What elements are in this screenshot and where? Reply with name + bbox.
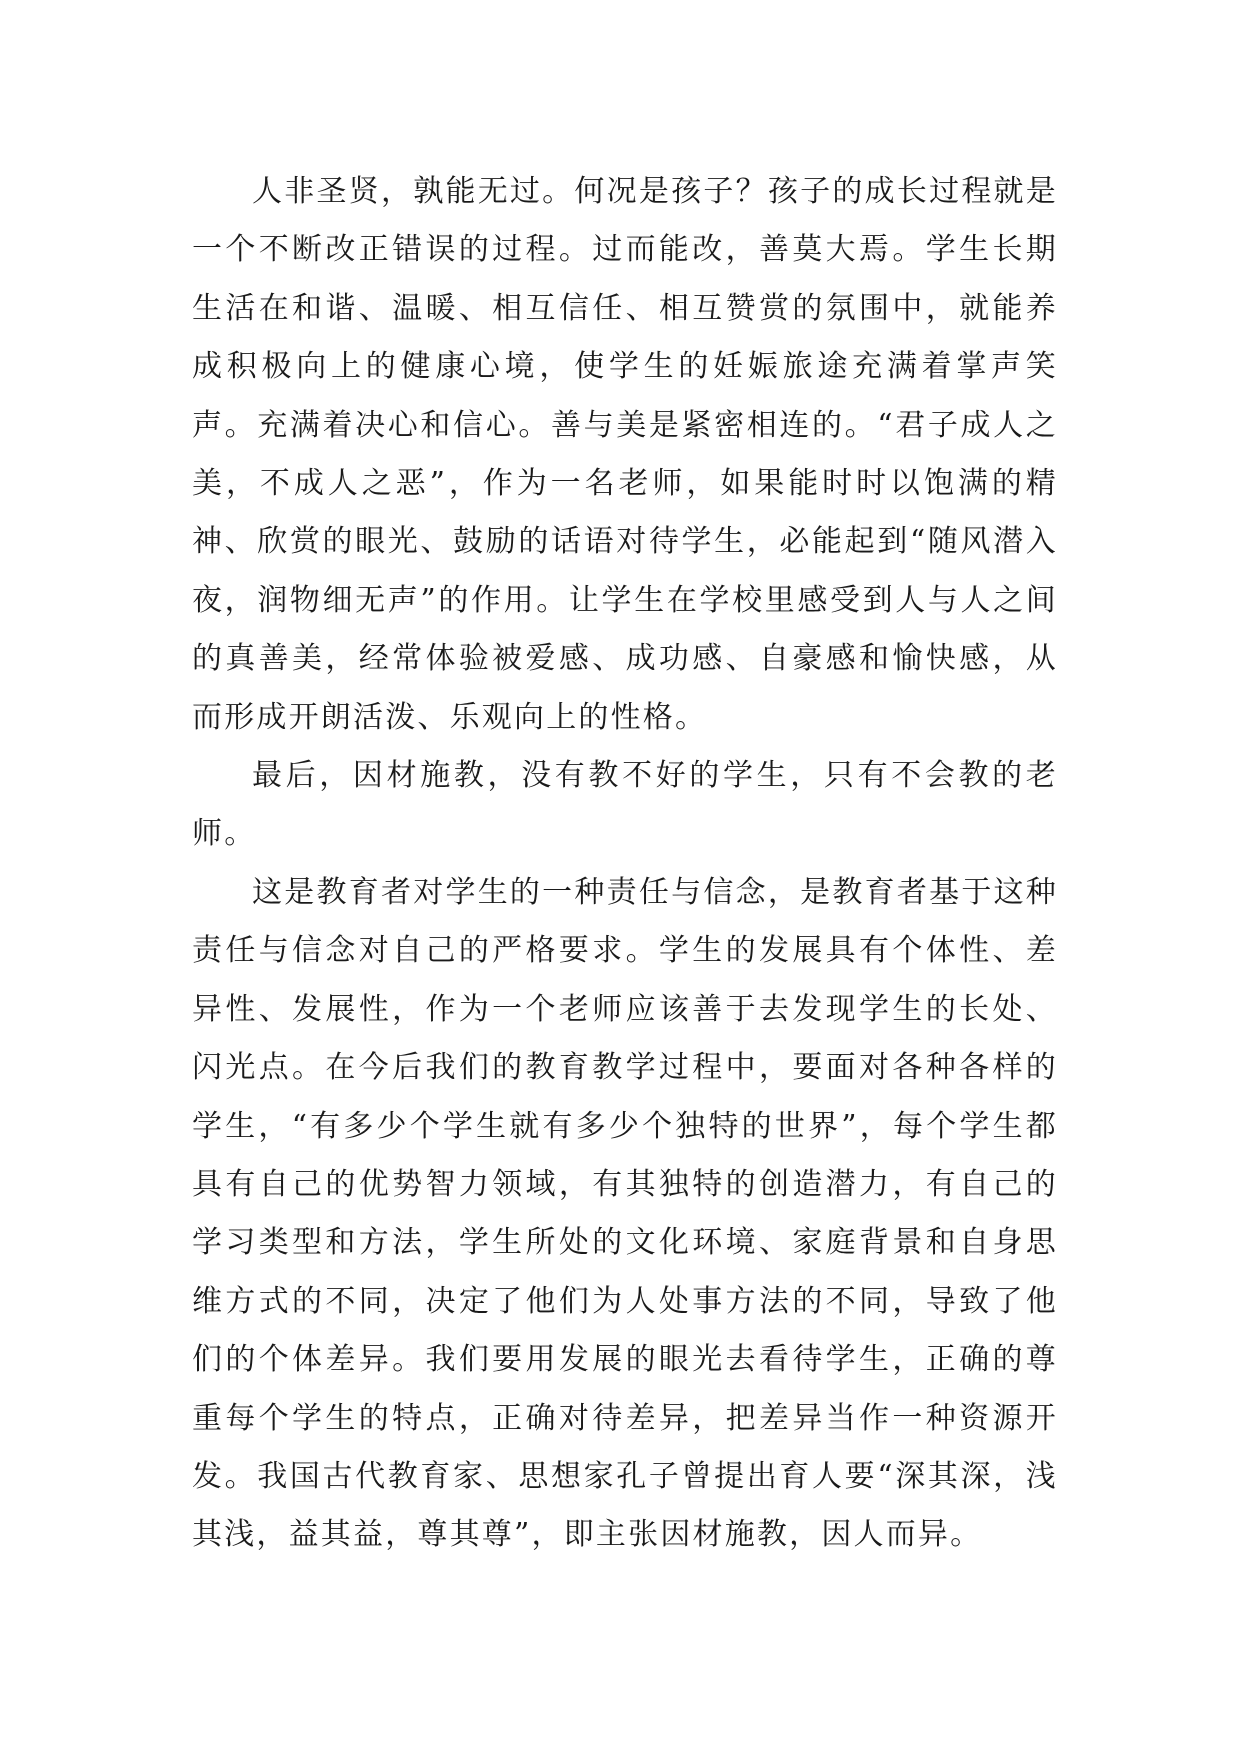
document-body xyxy=(192,163,1058,1565)
paragraph: 这是教育者对学生的一种责任与信念，是教育者基于这种责任与信念对自己的严格要求。学生的发展具有个体性、差异性、发展性，作为一个老师应该善于去发现学生的长处、闪光点。在今后我们的教育教学过程中，要面对各种各样的学生，“有多少个学生就有多少个独特的世界”，每个学生都具有自己的优势智力领域，有其独特的创造潜力，有自己的学习类型和方法，学生所处的文化环境、家庭背景和自身思维方式的不同，决定了他们为人处事方法的不同，导致了他们的个体差异。我们要用发展的眼光去看待学生，正确的尊重每个学生的特点，正确对待差异，把差异当作一种资源开发。我国古代教育家、思想家孔子曾提出育人要“深其深，浅其浅，益其益，尊其尊”，即主张因材施教，因人而异。 xyxy=(192,874,1058,1553)
paragraph: 最后，因材施教，没有教不好的学生，只有不会教的老师。 xyxy=(192,758,1058,852)
paragraph: 人非圣贤，孰能无过。何况是孩子？孩子的成长过程就是一个不断改正错误的过程。过而能改，善莫大焉。学生长期生活在和谐、温暖、相互信任、相互赞赏的氛围中，就能养成积极向上的健康心境，使学生的妊娠旅途充满着掌声笑声。充满着决心和信心。善与美是紧密相连的。“君子成人之美，不成人之恶”，作为一名老师，如果能时时以饱满的精神、欣赏的眼光、鼓励的话语对待学生，必能起到“随风潜入夜，润物细无声”的作用。让学生在学校里感受到人与人之间的真善美，经常体验被爱感、成功感、自豪感和愉快感，从而形成开朗活泼、乐观向上的性格。 xyxy=(192,174,1058,735)
